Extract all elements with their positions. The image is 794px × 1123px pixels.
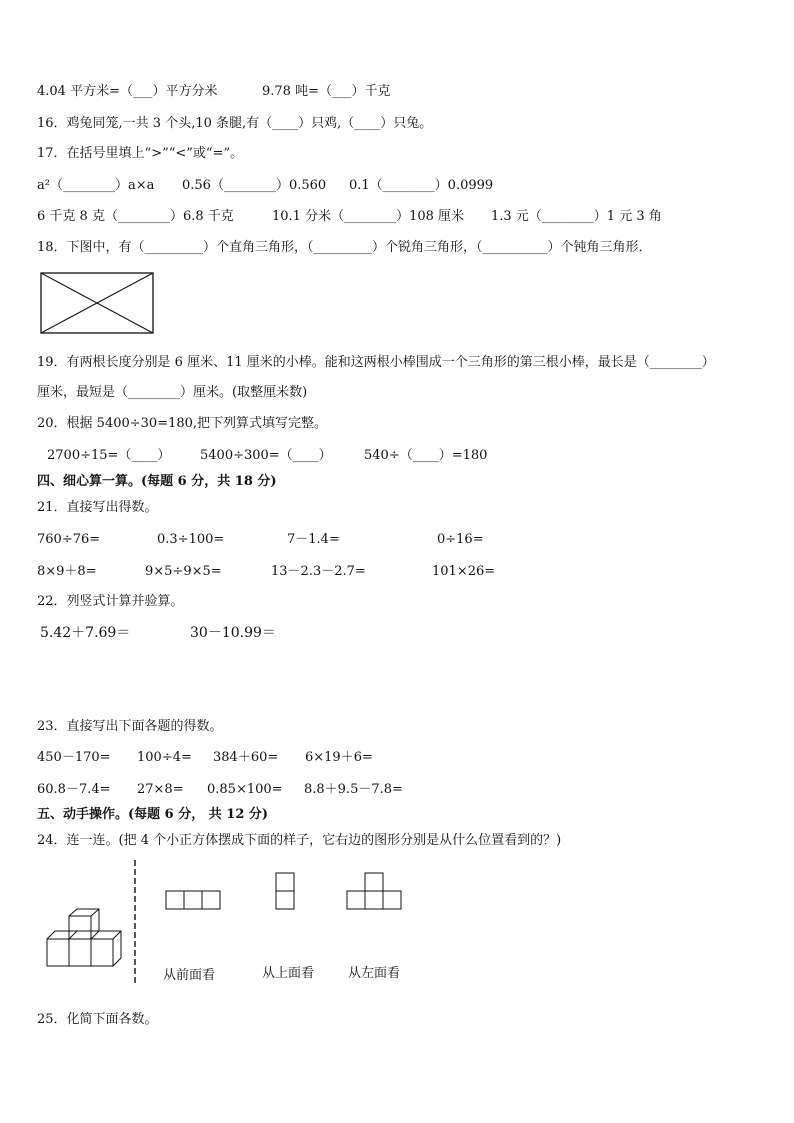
- q17-item-d: 6 千克 8 克（________）6.8 千克: [37, 209, 234, 224]
- q17-item-b: 0.56（________）0.560: [182, 178, 327, 193]
- top-view-figure: [274, 871, 296, 911]
- left-view-figure: [345, 871, 403, 911]
- q23-item-d: 6×19＋6=: [305, 750, 373, 765]
- section-4-heading: 四、细心算一算。(每题 6 分，共 18 分): [37, 474, 277, 489]
- label-top-view: 从上面看: [262, 966, 315, 981]
- q22-item-b: 30－10.99＝: [190, 625, 276, 641]
- q21-item-g: 13－2.3－2.7=: [271, 564, 366, 579]
- q23-item-a: 450－170=: [37, 750, 111, 765]
- q23-item-f: 27×8=: [137, 782, 184, 797]
- q21-item-f: 9×5÷9×5=: [145, 564, 222, 579]
- question-19-line1: 19．有两根长度分别是 6 厘米、11 厘米的小棒。能和这两根小棒围成一个三角形的第三根小棒，最长是（________）: [37, 355, 715, 370]
- q17-item-e: 10.1 分米（________）108 厘米: [272, 209, 465, 224]
- front-view-figure: [164, 889, 222, 911]
- q21-item-h: 101×26=: [432, 564, 496, 579]
- q20-item-c: 540÷（____）=180: [364, 448, 488, 463]
- q17-item-a: a²（________）a×a: [37, 178, 155, 193]
- q17-item-c: 0.1（________）0.0999: [349, 178, 494, 193]
- label-front-view: 从前面看: [163, 968, 216, 983]
- q20-item-a: 2700÷15=（____）: [47, 448, 171, 463]
- question-20: 20．根据 5400÷30=180,把下列算式填写完整。: [37, 416, 328, 431]
- section-5-heading: 五、动手操作。(每题 6 分， 共 12 分): [37, 807, 269, 822]
- cube-stack-figure: [44, 908, 128, 970]
- q23-item-b: 100÷4=: [137, 750, 192, 765]
- q20-item-b: 5400÷300=（____）: [200, 448, 332, 463]
- q15-part-b: 9.78 吨=（___）千克: [262, 84, 391, 99]
- question-24: 24．连一连。(把 4 个小正方体摆成下面的样子，它右边的图形分别是从什么位置看到的？): [37, 833, 562, 848]
- question-16: 16．鸡兔同笼,一共 3 个头,10 条腿,有（____）只鸡,（____）只兔。: [37, 116, 433, 131]
- q23-item-e: 60.8－7.4=: [37, 782, 111, 797]
- q23-item-h: 8.8＋9.5－7.8=: [304, 782, 403, 797]
- question-22: 22．列竖式计算并验算。: [37, 594, 184, 609]
- question-17: 17．在括号里填上“>”“<”或“=”。: [37, 146, 244, 161]
- q23-item-g: 0.85×100=: [207, 782, 283, 797]
- question-23: 23．直接写出下面各题的得数。: [37, 719, 223, 734]
- question-25: 25．化简下面各数。: [37, 1012, 158, 1027]
- q22-item-a: 5.42＋7.69＝: [40, 625, 131, 641]
- label-left-view: 从左面看: [348, 966, 401, 981]
- q23-item-c: 384＋60=: [213, 750, 279, 765]
- q21-item-a: 760÷76=: [37, 532, 101, 547]
- question-18: 18．下图中，有（_________）个直角三角形，（_________）个锐角三角形，（__________）个钝角三角形．: [37, 240, 652, 255]
- rectangle-diagonals-figure: [38, 270, 156, 336]
- q21-item-c: 7－1.4=: [287, 532, 340, 547]
- q17-item-f: 1.3 元（________）1 元 3 角: [491, 209, 662, 224]
- question-21: 21．直接写出得数。: [37, 500, 158, 515]
- q15-part-a: 4.04 平方米=（___）平方分米: [37, 84, 218, 99]
- divider-dashed-line: [132, 860, 138, 985]
- q21-item-d: 0÷16=: [437, 532, 484, 547]
- q21-item-b: 0.3÷100=: [157, 532, 225, 547]
- question-19-line2: 厘米，最短是（________）厘米。(取整厘米数): [37, 385, 308, 400]
- q21-item-e: 8×9＋8=: [37, 564, 97, 579]
